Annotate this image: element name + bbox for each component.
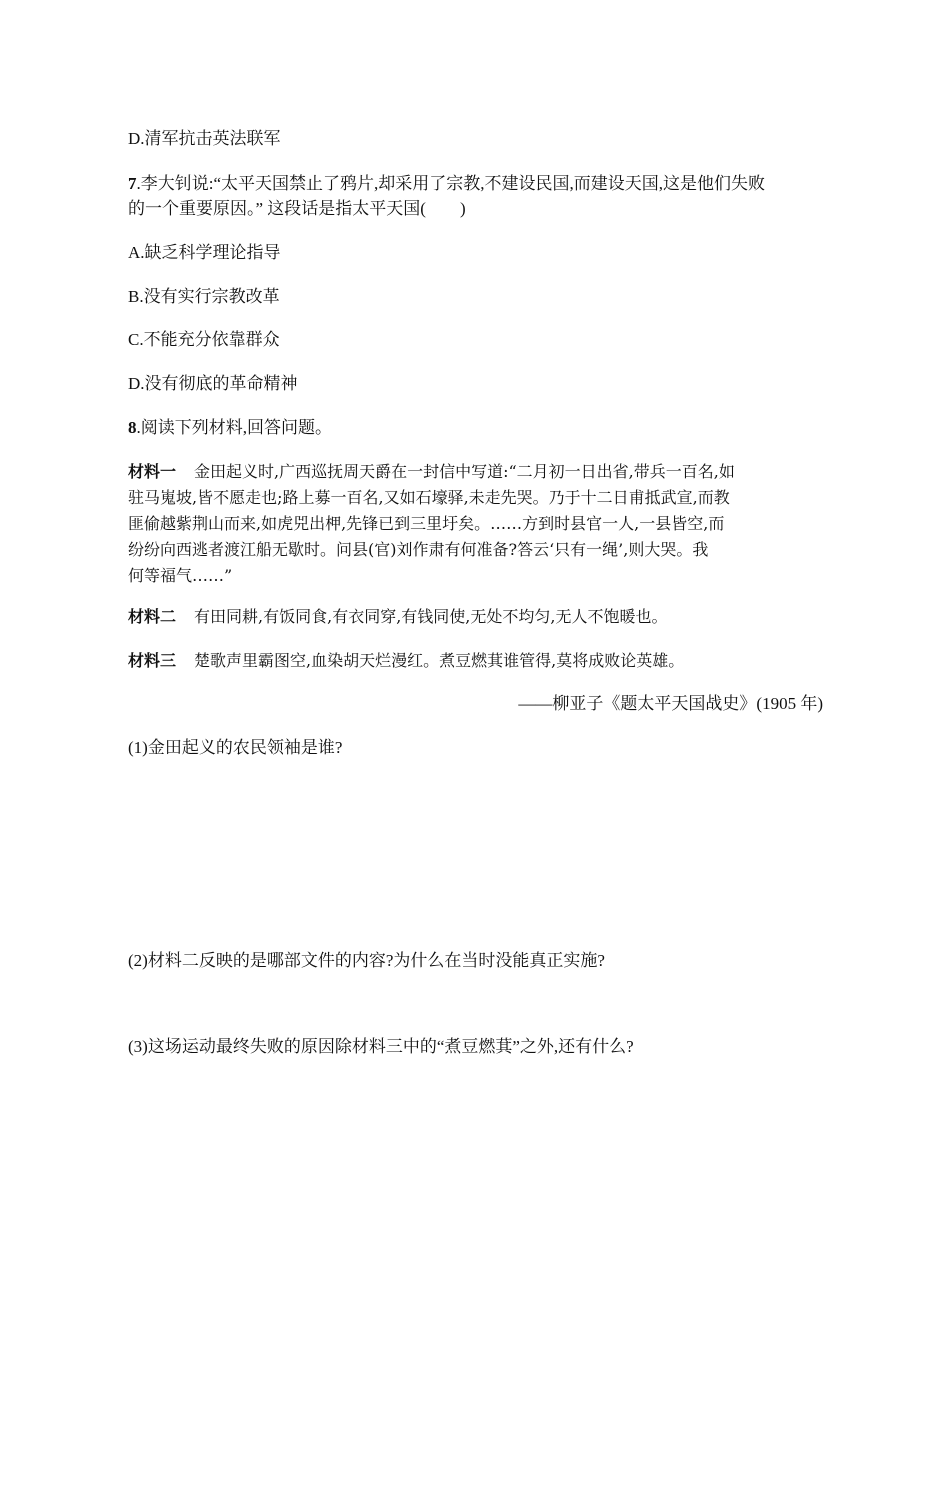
material1-line2: 驻马嵬坡,皆不愿走也;路上募一百名,又如石壕驿,未走先哭。乃于十二日甫抵武宣,而教 xyxy=(128,488,730,507)
material3-text: 楚歌声里霸图空,血染胡天烂漫红。煮豆燃萁谁管得,莫将成败论英雄。 xyxy=(194,651,685,670)
q8-number: 8 xyxy=(128,418,137,437)
material3-label: 材料三 xyxy=(128,653,177,670)
material1-line3: 匪偷越紫荆山而来,如虎兕出柙,先锋已到三里圩矣。……方到时县官一人,一县皆空,而 xyxy=(128,514,725,533)
q7-stem-line1 xyxy=(128,173,765,195)
q8-stem xyxy=(128,417,332,439)
q7-stem-line2: 的一个重要原因。” 这段话是指太平天国( ) xyxy=(128,199,466,218)
material3-line xyxy=(128,650,684,673)
q8-sub3: (3)这场运动最终失败的原因除材料三中的“煮豆燃萁”之外,还有什么? xyxy=(128,1037,634,1056)
q6-option-d: D.清军抗击英法联军 xyxy=(128,129,281,148)
material1-label: 材料一 xyxy=(128,464,177,481)
q7-option-b: B.没有实行宗教改革 xyxy=(128,287,280,306)
q8-sub2: (2)材料二反映的是哪部文件的内容?为什么在当时没能真正实施? xyxy=(128,951,605,970)
material2-text: 有田同耕,有饭同食,有衣同穿,有钱同使,无处不均匀,无人不饱暖也。 xyxy=(194,607,668,626)
material1-line5: 何等福气……” xyxy=(128,566,233,585)
q7-option-d: D.没有彻底的革命精神 xyxy=(128,374,298,393)
q7-stem-text1: .李大钊说:“太平天国禁止了鸦片,却采用了宗教,不建设民国,而建设天国,这是他们失败 xyxy=(136,174,766,193)
material2-line xyxy=(128,606,667,629)
material1-line4: 纷纷向西逃者渡江船无歇时。问县(官)刘作肃有何准备?答云‘只有一绳’,则大哭。我 xyxy=(128,540,709,559)
q7-number: 7 xyxy=(128,174,137,193)
q8-stem-text: .阅读下列材料,回答问题。 xyxy=(136,418,332,437)
material1-text1: 金田起义时,广西巡抚周天爵在一封信中写道:“二月初一日出省,带兵一百名,如 xyxy=(194,462,735,481)
q7-option-a: A.缺乏科学理论指导 xyxy=(128,243,281,262)
material2-label: 材料二 xyxy=(128,609,177,626)
q7-option-c: C.不能充分依靠群众 xyxy=(128,330,280,349)
material1-line1 xyxy=(128,461,735,484)
material3-source: ——柳亚子《题太平天国战史》(1905 年) xyxy=(518,694,823,713)
q8-sub1: (1)金田起义的农民领袖是谁? xyxy=(128,738,343,757)
